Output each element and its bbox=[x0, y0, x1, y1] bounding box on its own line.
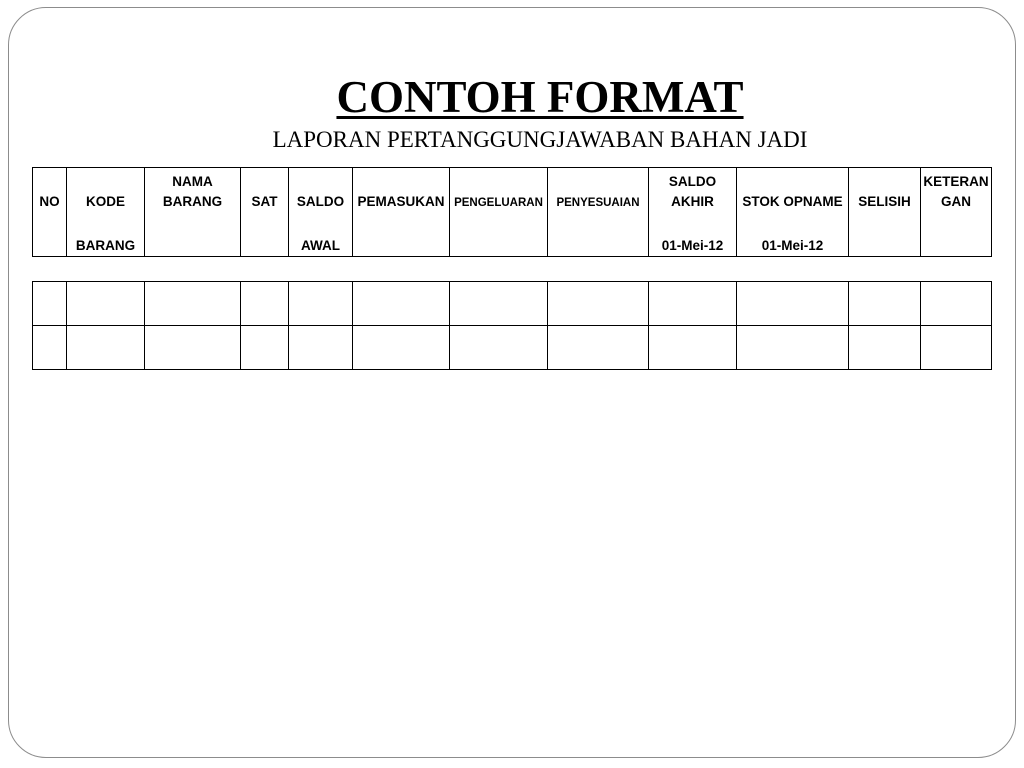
col-header-label: BARANG bbox=[162, 194, 223, 209]
table-cell bbox=[289, 326, 353, 370]
table-cell bbox=[450, 326, 548, 370]
col-header-nama-barang bbox=[145, 168, 241, 257]
table-cell bbox=[649, 326, 737, 370]
col-header-label: AKHIR bbox=[671, 194, 714, 209]
col-header-label: KODE bbox=[85, 194, 125, 209]
table-cell bbox=[353, 282, 450, 326]
col-header-date: 01-Mei-12 bbox=[761, 238, 824, 253]
col-header-label: SAT bbox=[251, 194, 278, 209]
table-row bbox=[33, 326, 992, 370]
col-header-keterangan bbox=[921, 168, 992, 257]
col-header-stok-opname bbox=[737, 168, 849, 257]
table-cell bbox=[145, 326, 241, 370]
col-header-label: AWAL bbox=[301, 238, 340, 253]
header-row bbox=[33, 168, 992, 257]
table-cell bbox=[849, 326, 921, 370]
report-header-table bbox=[32, 167, 992, 257]
col-header-label: SALDO bbox=[668, 174, 717, 189]
col-header-kode-barang bbox=[67, 168, 145, 257]
report-body bbox=[33, 282, 992, 370]
table-cell bbox=[849, 282, 921, 326]
table-cell bbox=[737, 326, 849, 370]
col-header-label: KETERAN bbox=[923, 174, 989, 189]
table-cell bbox=[649, 282, 737, 326]
table-cell bbox=[145, 282, 241, 326]
col-header-label: NAMA bbox=[172, 174, 213, 189]
col-header-no bbox=[33, 168, 67, 257]
table-cell bbox=[67, 282, 145, 326]
page-subtitle: LAPORAN PERTANGGUNGJAWABAN BAHAN JADI bbox=[272, 127, 808, 152]
table-cell bbox=[67, 326, 145, 370]
col-header-saldo-akhir bbox=[649, 168, 737, 257]
col-header-penyesuaian bbox=[548, 168, 649, 257]
table-cell bbox=[33, 326, 67, 370]
col-header-label: SELISIH bbox=[858, 194, 911, 209]
table-cell bbox=[921, 326, 992, 370]
table-cell bbox=[737, 282, 849, 326]
col-header-label: STOK OPNAME bbox=[742, 194, 843, 209]
col-header-label: NO bbox=[39, 194, 60, 209]
table-cell bbox=[241, 326, 289, 370]
table-cell bbox=[450, 282, 548, 326]
col-header-saldo-awal bbox=[289, 168, 353, 257]
table-cell bbox=[289, 282, 353, 326]
col-header-sat bbox=[241, 168, 289, 257]
col-header-label: GAN bbox=[941, 194, 971, 209]
table-cell bbox=[548, 282, 649, 326]
table-cell bbox=[548, 326, 649, 370]
table-cell bbox=[353, 326, 450, 370]
col-header-label: PENGELUARAN bbox=[454, 197, 543, 209]
table-cell bbox=[241, 282, 289, 326]
col-header-label: PEMASUKAN bbox=[357, 194, 445, 209]
table-cell bbox=[33, 282, 67, 326]
col-header-pemasukan bbox=[353, 168, 450, 257]
table-row bbox=[33, 282, 992, 326]
page-title: CONTOH FORMAT bbox=[336, 72, 744, 122]
col-header-date: 01-Mei-12 bbox=[661, 238, 724, 253]
table-cell bbox=[921, 282, 992, 326]
report-data-table bbox=[32, 281, 992, 370]
col-header-label: BARANG bbox=[75, 238, 136, 253]
col-header-pengeluaran bbox=[450, 168, 548, 257]
col-header-label: PENYESUAIAN bbox=[556, 197, 640, 209]
col-header-label: SALDO bbox=[296, 194, 345, 209]
col-header-selisih bbox=[849, 168, 921, 257]
